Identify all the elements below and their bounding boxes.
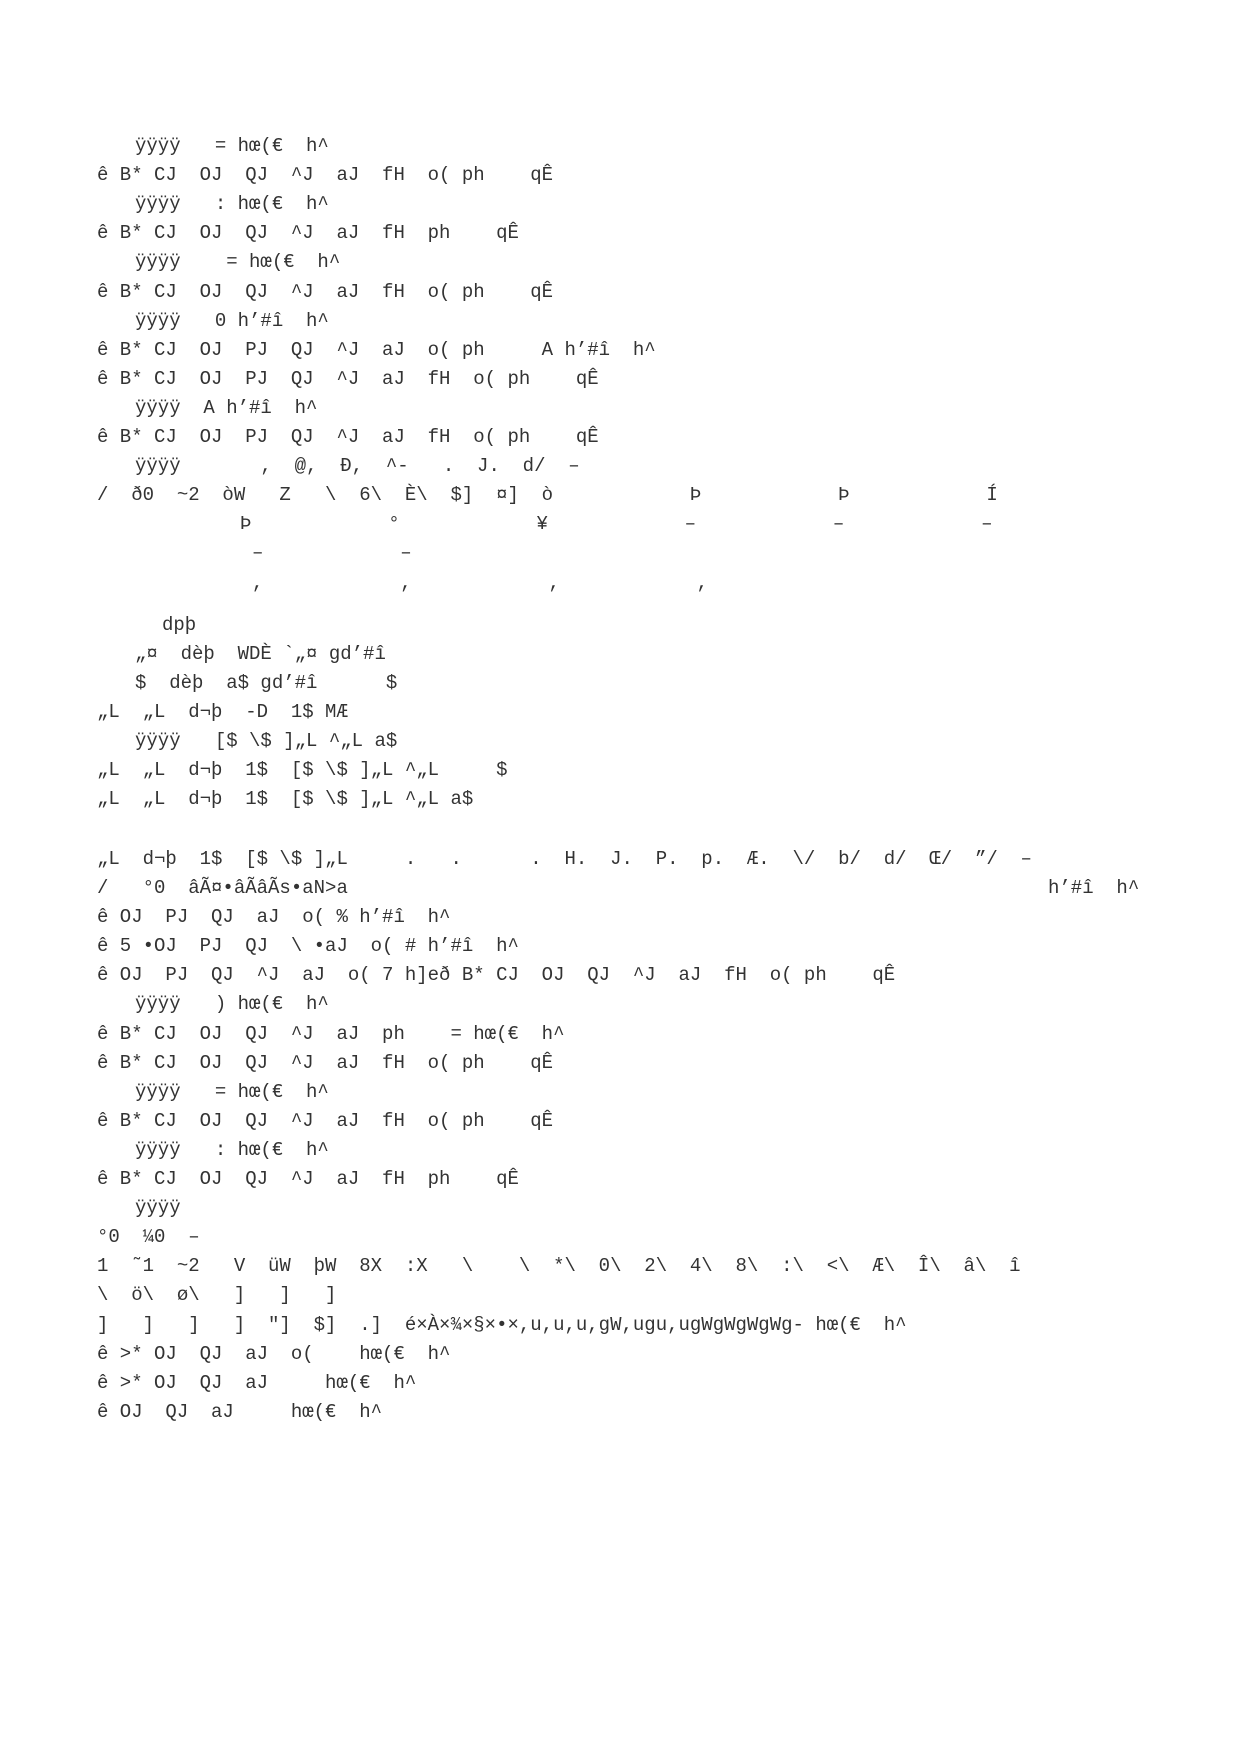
document-line: ÿÿÿÿ A h’#î h^ bbox=[135, 397, 318, 419]
document-line: ê B* CJ OJ QJ ^J aJ ph = hœ(€ h^ bbox=[97, 1023, 565, 1045]
document-line: ÿÿÿÿ ) hœ(€ h^ bbox=[135, 993, 329, 1015]
document-line: ê B* CJ OJ PJ QJ ^J aJ o( ph A h’#î h^ bbox=[97, 339, 656, 361]
document-line: „L d¬þ 1$ [$ \$ ]„L . . . H. J. P. p. Æ. \/ b/ d/ Œ/ ”/ – bbox=[97, 848, 1032, 870]
document-line: ê >* OJ QJ aJ o( hœ(€ h^ bbox=[97, 1343, 451, 1365]
document-line: ÿÿÿÿ = hœ(€ h^ bbox=[135, 251, 341, 273]
document-line: \ ö\ ø\ ] ] ] bbox=[97, 1284, 337, 1306]
document-line: °0 ¼0 – bbox=[97, 1226, 200, 1248]
document-line: ê B* CJ OJ QJ ^J aJ fH o( ph qÊ bbox=[97, 281, 554, 303]
document-line: ÿÿÿÿ : hœ(€ h^ bbox=[135, 193, 329, 215]
document-line: ÿÿÿÿ [$ \$ ]„L ^„L a$ bbox=[135, 730, 398, 752]
document-line: h’#î h^ bbox=[1048, 877, 1140, 899]
document-line: 1 ˜1 ~2 V üW þW 8X :X \ \ *\ 0\ 2\ 4\ 8\ :\ <\ Æ\ Î\ â\ î bbox=[97, 1255, 1021, 1277]
document-line: „L „L d¬þ -D 1$ MÆ bbox=[97, 701, 348, 723]
document-line: / °0 âÃ¤•âÃâÃs•aN>a bbox=[97, 877, 348, 899]
document-line: ê 5 •OJ PJ QJ \ •aJ o( # h’#î h^ bbox=[97, 935, 519, 957]
document-line: „L „L d¬þ 1$ [$ \$ ]„L ^„L $ bbox=[97, 759, 508, 781]
document-line: ÿÿÿÿ 0 h’#î h^ bbox=[135, 310, 329, 332]
document-line: $ dèþ a$ gd’#î $ bbox=[135, 672, 398, 694]
document-line: Þ ° ¥ – – – bbox=[240, 513, 993, 535]
document-line: ê B* CJ OJ QJ ^J aJ fH o( ph qÊ bbox=[97, 1052, 554, 1074]
document-line: ÿÿÿÿ : hœ(€ h^ bbox=[135, 1139, 329, 1161]
document-line: ] ] ] ] "] $] .] é×À×¾×§×•×,u,u,u,gW,ugu,ugWgWgWgWg- hœ(€ h^ bbox=[97, 1314, 907, 1336]
document-line: – – bbox=[252, 542, 412, 564]
document-line: „L „L d¬þ 1$ [$ \$ ]„L ^„L a$ bbox=[97, 788, 474, 810]
document-line: ÿÿÿÿ = hœ(€ h^ bbox=[135, 1081, 329, 1103]
document-line: dpþ bbox=[162, 614, 197, 636]
document-line: ê OJ PJ QJ aJ o( % h’#î h^ bbox=[97, 906, 451, 928]
document-line: , , , , bbox=[252, 572, 709, 594]
document-line: ÿÿÿÿ , @, Ð, ^- . J. d/ – bbox=[135, 455, 580, 477]
document-line: ÿÿÿÿ = hœ(€ h^ bbox=[135, 135, 329, 157]
document-line: ê OJ QJ aJ hœ(€ h^ bbox=[97, 1401, 383, 1423]
document-line: / ð0 ~2 òW Z \ 6\ È\ $] ¤] ò Þ Þ Í bbox=[97, 484, 998, 506]
document-line: ê B* CJ OJ PJ QJ ^J aJ fH o( ph qÊ bbox=[97, 426, 599, 448]
document-line: ê B* CJ OJ QJ ^J aJ fH o( ph qÊ bbox=[97, 1110, 554, 1132]
document-line: ê B* CJ OJ QJ ^J aJ fH ph qÊ bbox=[97, 222, 519, 244]
document-line: „¤ dèþ WDÈ `„¤ gd’#î bbox=[135, 643, 386, 665]
document-line: ê >* OJ QJ aJ hœ(€ h^ bbox=[97, 1372, 417, 1394]
document-line: ê OJ PJ QJ ^J aJ o( 7 h]eð B* CJ OJ QJ ^J aJ fH o( ph qÊ bbox=[97, 964, 896, 986]
document-line: ê B* CJ OJ PJ QJ ^J aJ fH o( ph qÊ bbox=[97, 368, 599, 390]
document-line: ÿÿÿÿ bbox=[135, 1197, 181, 1219]
document-line: ê B* CJ OJ QJ ^J aJ fH o( ph qÊ bbox=[97, 164, 554, 186]
document-line: ê B* CJ OJ QJ ^J aJ fH ph qÊ bbox=[97, 1168, 519, 1190]
